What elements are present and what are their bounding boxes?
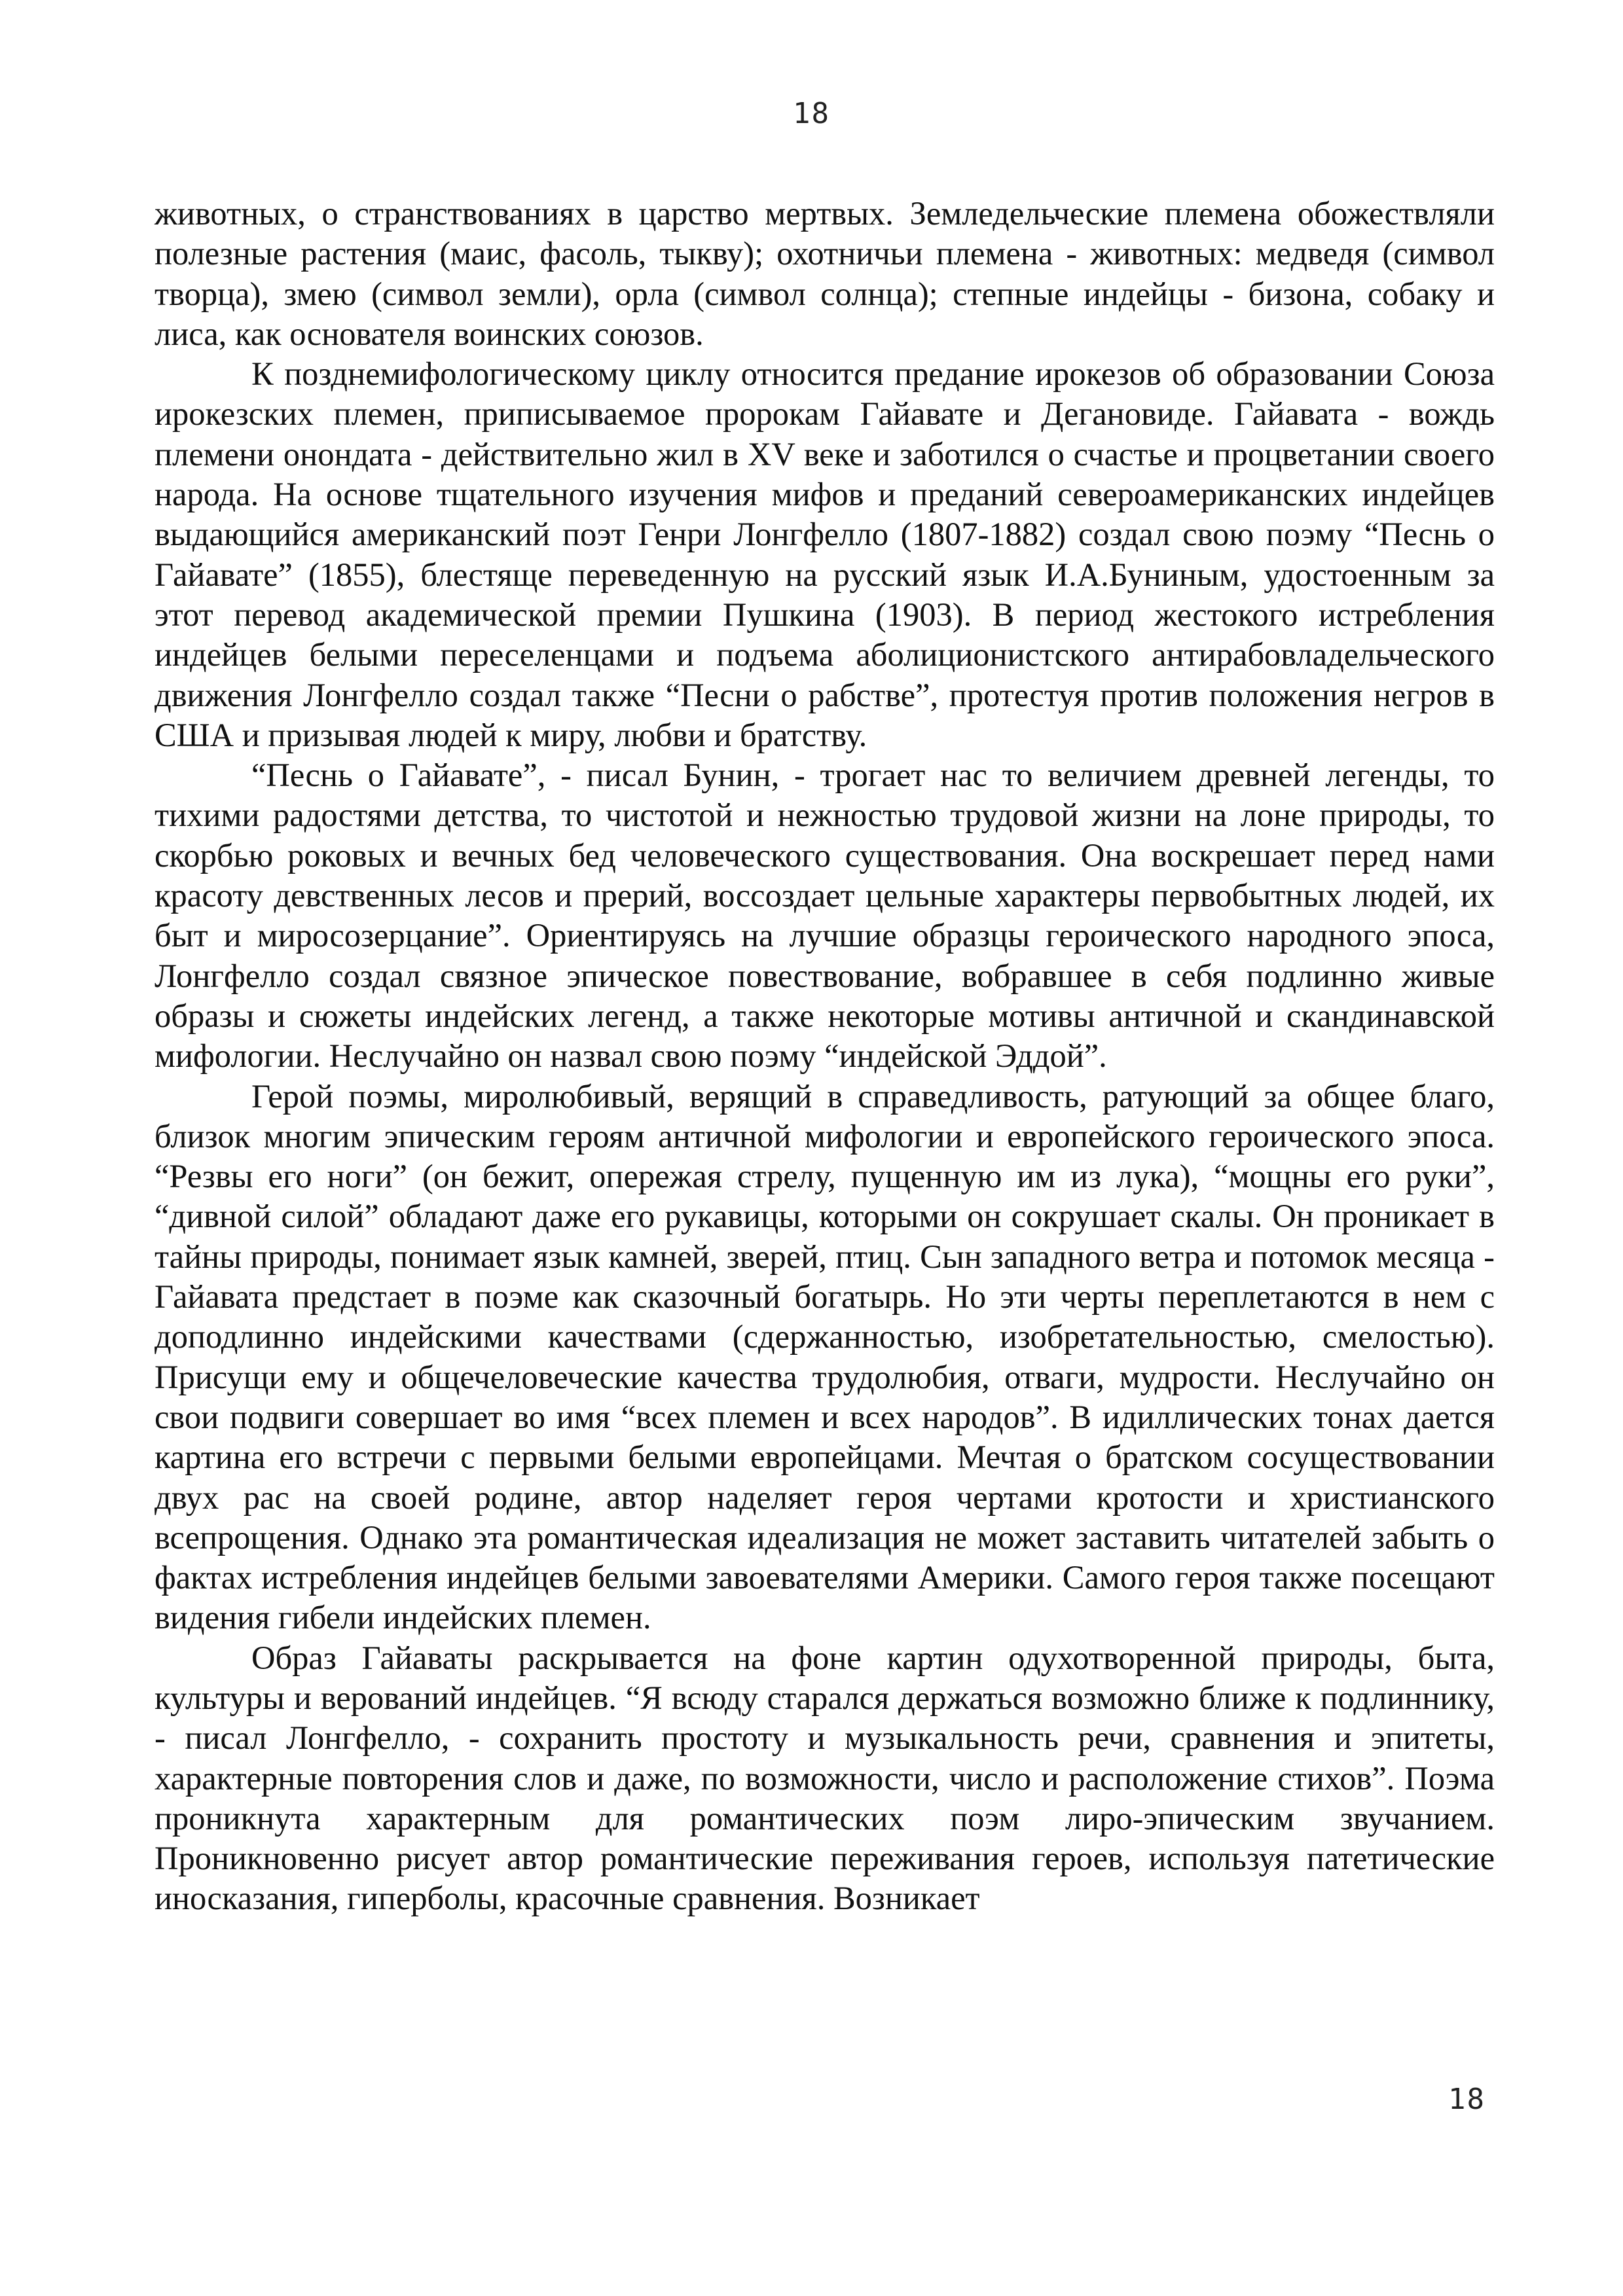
page-number-top: 18 (793, 97, 830, 130)
paragraph: К позднемифологическому циклу относится предание ирокезов об образовании Союза ирокезских племен, приписываемое пророкам Гайавате и Дегановиде. Гайавата - вождь племени онондата - действительно жил в XV веке и заботился о счастье и процветании своего народа. На основе тщательного изучения мифов и преданий североамериканских индейцев выдающийся американский поэт Генри Лонгфелло (1807-1882) создал свою поэму “Песнь о Гайавате” (1855), блестяще переведенную на русский язык И.А.Буниным, удостоенным за этот перевод академической премии Пушкина (1903). В период жестокого истребления индейцев белыми переселенцами и подъема аболиционистского антирабовладельческого движения Лонгфелло создал также “Песни о рабстве”, протестуя против положения негров в США и призывая людей к миру, любви и братству. (155, 355, 1495, 753)
body-text (155, 194, 1495, 1919)
paragraph: “Песнь о Гайавате”, - писал Бунин, - трогает нас то величием древней легенды, то тихими радостями детства, то чистотой и нежностью трудовой жизни на лоне природы, то скорбью роковых и вечных бед человеческого существования. Она воскрешает перед нами красоту девственных лесов и прерий, воссоздает цельные характеры первобытных людей, их быт и миросозерцание”. Ориентируясь на лучшие образцы героического народного эпоса, Лонгфелло создал связное эпическое повествование, вобравшее в себя подлинно живые образы и сюжеты индейских легенд, а также некоторые мотивы античной и скандинавской мифологии. Неслучайно он назвал свою поэму “индейской Эддой”. (155, 757, 1495, 1075)
paragraph: Образ Гайаваты раскрывается на фоне картин одухотворенной природы, быта, культуры и верований индейцев. “Я всюду старался держаться возможно ближе к подлиннику, - писал Лонгфелло, - сохранить простоту и музыкальность речи, сравнения и эпитеты, характерные повторения слов и даже, по возможности, число и расположение стихов”. Поэма проникнута характерным для романтических поэм лиро-эпическим звучанием. Проникновенно рисует автор романтические переживания героев, используя патетические иносказания, гиперболы, красочные сравнения. Возникает (155, 1639, 1495, 1917)
paragraph: животных, о странствованиях в царство мертвых. Земледельческие племена обожествляли полезные растения (маис, фасоль, тыкву); охотничьи племена - животных: медведя (символ творца), змею (символ земли), орла (символ солнца); степные индейцы - бизона, собаку и лиса, как основателя воинских союзов. (155, 195, 1495, 352)
page-number-bottom: 18 (1448, 2083, 1486, 2116)
paragraph: Герой поэмы, миролюбивый, верящий в справедливость, ратующий за общее благо, близок многим эпическим героям античной мифологии и европейского героического эпоса. “Резвы его ноги” (он бежит, опережая стрелу, пущенную им из лука), “мощны его руки”, “дивной силой” обладают даже его рукавицы, которыми он сокрушает скалы. Он проникает в тайны природы, понимает язык камней, зверей, птиц. Сын западного ветра и потомок месяца - Гайавата предстает в поэме как сказочный богатырь. Но эти черты переплетаются в нем с доподлинно индейскими качествами (сдержанностью, изобретательностью, смелостью). Присущи ему и общечеловеческие качества трудолюбия, отваги, мудрости. Неслучайно он свои подвиги совершает во имя “всех племен и всех народов”. В идиллических тонах дается картина его встречи с первыми белыми европейцами. Мечтая о братском сосуществовании двух рас на своей родине, автор наделяет героя чертами кротости и христианского всепрощения. Однако эта романтическая идеализация не может заставить читателей забыть о фактах истребления индейцев белыми завоевателями Америки. Самого героя также посещают видения гибели индейских племен. (155, 1077, 1495, 1636)
